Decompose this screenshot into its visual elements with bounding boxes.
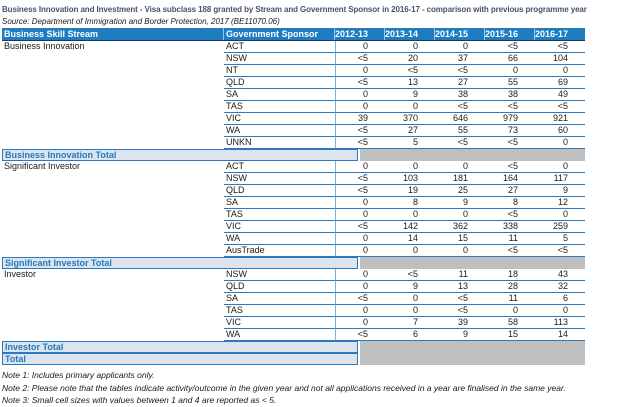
value-cell: 117 [535, 173, 585, 185]
sponsor-cell: SA [224, 89, 335, 101]
stream-cell: Business Innovation [4, 41, 85, 51]
note-line: Note 3: Small cell sizes with values between 1 and 4 are reported as < 5. [2, 395, 277, 405]
value-cell: 7 [385, 317, 435, 329]
table-row [2, 113, 585, 125]
sponsor-cell: NT [224, 65, 335, 77]
stream-cell [2, 197, 224, 209]
value-cell: 0 [535, 305, 585, 317]
value-cell: 49 [535, 89, 585, 101]
stream-cell [2, 173, 224, 185]
value-cell: 0 [385, 305, 435, 317]
table-row [2, 41, 585, 53]
value-cell: 646 [435, 113, 485, 125]
value-cell: 28 [485, 281, 535, 293]
stream-total-row [2, 149, 585, 161]
sponsor-cell: VIC [224, 221, 335, 233]
value-cell: 13 [435, 281, 485, 293]
value-cell: <5 [385, 65, 435, 77]
sponsor-cell: SA [224, 197, 335, 209]
sponsor-cell: NSW [224, 173, 335, 185]
value-cell: <5 [335, 293, 385, 305]
value-cell: <5 [335, 125, 385, 137]
value-cell: 0 [335, 197, 385, 209]
value-cell: 5 [385, 137, 435, 149]
table-row [2, 173, 585, 185]
note-line: Note 2: Please note that the tables indicate activity/outcome in the given year and not all applications received in a year are finalised in the same year. [2, 382, 566, 393]
value-cell: <5 [485, 137, 535, 149]
value-cell: 0 [485, 305, 535, 317]
value-cell: <5 [435, 305, 485, 317]
sponsor-cell: VIC [224, 317, 335, 329]
value-cell: 20 [385, 53, 435, 65]
value-cell: 0 [485, 65, 535, 77]
sponsor-cell: WA [224, 329, 335, 341]
value-cell: 13 [385, 77, 435, 89]
value-cell: 38 [435, 89, 485, 101]
stream-cell [2, 113, 224, 125]
sponsor-cell: WA [224, 125, 335, 137]
table-row [2, 125, 585, 137]
total-label: Business Innovation Total [2, 149, 358, 161]
sponsor-cell: UNKN [224, 137, 335, 149]
table-row [2, 305, 585, 317]
value-cell: 11 [485, 293, 535, 305]
sponsor-cell: TAS [224, 305, 335, 317]
value-cell: 0 [535, 65, 585, 77]
value-cell: 0 [385, 161, 435, 173]
table-row [2, 281, 585, 293]
value-cell: 9 [435, 197, 485, 209]
column-header-year: 2016-17 [535, 29, 569, 39]
value-cell: <5 [435, 65, 485, 77]
value-cell: 11 [485, 233, 535, 245]
stream-cell [2, 317, 224, 329]
value-cell: 43 [535, 269, 585, 281]
stream-cell [2, 65, 224, 77]
grand-total-row [2, 353, 585, 365]
value-cell: 73 [485, 125, 535, 137]
data-table [2, 28, 585, 365]
value-cell: 55 [485, 77, 535, 89]
table-row [2, 197, 585, 209]
value-cell: 0 [535, 161, 585, 173]
column-header-year: 2014-15 [435, 28, 485, 40]
suppressed-total-block [360, 149, 585, 161]
value-cell: 0 [385, 209, 435, 221]
value-cell: 9 [385, 281, 435, 293]
value-cell: 25 [435, 185, 485, 197]
value-cell: 0 [335, 89, 385, 101]
table-body [2, 41, 585, 365]
value-cell: <5 [335, 137, 385, 149]
notes-section [2, 369, 638, 407]
value-cell: 6 [385, 329, 435, 341]
stream-cell [2, 77, 224, 89]
value-cell: 39 [335, 113, 385, 125]
value-cell: 0 [335, 41, 385, 53]
stream-cell [2, 53, 224, 65]
stream-total-row [2, 257, 585, 269]
sponsor-cell: QLD [224, 185, 335, 197]
value-cell: 8 [485, 197, 535, 209]
value-cell: 69 [535, 77, 585, 89]
table-row [2, 185, 585, 197]
value-cell: 66 [485, 53, 535, 65]
sponsor-cell: WA [224, 233, 335, 245]
value-cell: 27 [485, 185, 535, 197]
table-row [2, 293, 585, 305]
value-cell: 60 [535, 125, 585, 137]
value-cell: 9 [535, 185, 585, 197]
value-cell: 0 [385, 245, 435, 257]
value-cell: 181 [435, 173, 485, 185]
value-cell: 0 [335, 161, 385, 173]
sponsor-cell: VIC [224, 113, 335, 125]
value-cell: 0 [335, 281, 385, 293]
value-cell: 0 [435, 209, 485, 221]
value-cell: 0 [335, 245, 385, 257]
value-cell: 0 [435, 161, 485, 173]
value-cell: 9 [385, 89, 435, 101]
value-cell: <5 [535, 245, 585, 257]
stream-cell [2, 293, 224, 305]
value-cell: 58 [485, 317, 535, 329]
value-cell: 0 [335, 269, 385, 281]
table-row [2, 329, 585, 341]
stream-cell [2, 101, 224, 113]
table-row [2, 245, 585, 257]
value-cell: 18 [485, 269, 535, 281]
value-cell: <5 [485, 209, 535, 221]
stream-cell [2, 209, 224, 221]
value-cell: <5 [385, 269, 435, 281]
value-cell: <5 [335, 77, 385, 89]
value-cell: <5 [535, 101, 585, 113]
stream-cell [2, 245, 224, 257]
value-cell: <5 [335, 185, 385, 197]
value-cell: 6 [535, 293, 585, 305]
column-header-year: 2013-14 [385, 28, 435, 40]
value-cell: 0 [535, 137, 585, 149]
table-row [2, 77, 585, 89]
sponsor-cell: QLD [224, 77, 335, 89]
value-cell: 142 [385, 221, 435, 233]
value-cell: <5 [485, 41, 535, 53]
table-row [2, 317, 585, 329]
value-cell: 0 [335, 209, 385, 221]
suppressed-total-block [360, 257, 585, 269]
suppressed-total-block [360, 341, 585, 353]
table-row [2, 233, 585, 245]
value-cell: <5 [485, 161, 535, 173]
value-cell: 27 [435, 77, 485, 89]
value-cell: 8 [385, 197, 435, 209]
value-cell: 0 [435, 245, 485, 257]
sponsor-cell: ACT [224, 161, 335, 173]
value-cell: 19 [385, 185, 435, 197]
value-cell: 32 [535, 281, 585, 293]
value-cell: <5 [535, 41, 585, 53]
sponsor-cell: AusTrade [224, 245, 335, 257]
value-cell: 0 [335, 317, 385, 329]
value-cell: 14 [535, 329, 585, 341]
sponsor-cell: NSW [224, 53, 335, 65]
value-cell: 113 [535, 317, 585, 329]
value-cell: 259 [535, 221, 585, 233]
sponsor-cell: SA [224, 293, 335, 305]
value-cell: <5 [335, 221, 385, 233]
stream-cell [2, 89, 224, 101]
stream-cell: Significant Investor [4, 161, 81, 171]
value-cell: 979 [485, 113, 535, 125]
value-cell: <5 [485, 101, 535, 113]
stream-cell [2, 137, 224, 149]
total-label: Investor Total [2, 341, 358, 353]
table-header-row [2, 28, 585, 41]
stream-cell [2, 329, 224, 341]
value-cell: 0 [335, 65, 385, 77]
value-cell: 0 [335, 101, 385, 113]
value-cell: <5 [335, 53, 385, 65]
table-row [2, 137, 585, 149]
value-cell: <5 [335, 329, 385, 341]
table-row [2, 269, 585, 281]
stream-total-row [2, 341, 585, 353]
suppressed-total-block [360, 353, 585, 365]
value-cell: 362 [435, 221, 485, 233]
value-cell: 38 [485, 89, 535, 101]
value-cell: 103 [385, 173, 435, 185]
stream-cell: Investor [4, 269, 37, 279]
stream-cell [2, 185, 224, 197]
table-row [2, 221, 585, 233]
stream-cell [2, 125, 224, 137]
value-cell: 11 [435, 269, 485, 281]
value-cell: 0 [335, 305, 385, 317]
table-row [2, 53, 585, 65]
value-cell: <5 [335, 173, 385, 185]
stream-cell [2, 221, 224, 233]
stream-cell [2, 233, 224, 245]
column-header-sponsor: Government Sponsor [224, 28, 335, 40]
value-cell: 14 [385, 233, 435, 245]
value-cell: 338 [485, 221, 535, 233]
value-cell: 5 [535, 233, 585, 245]
value-cell: 37 [435, 53, 485, 65]
table-row [2, 89, 585, 101]
value-cell: <5 [435, 137, 485, 149]
sponsor-cell: QLD [224, 281, 335, 293]
value-cell: 921 [535, 113, 585, 125]
value-cell: 0 [435, 41, 485, 53]
value-cell: <5 [485, 245, 535, 257]
column-header-year: 2015-16 [485, 28, 535, 40]
total-label: Significant Investor Total [2, 257, 358, 269]
report-title: Business Innovation and Investment - Visa subclass 188 granted by Stream and Government Sponsor in 2016-17 - comparison with previous programme year [2, 5, 587, 14]
value-cell: 55 [435, 125, 485, 137]
value-cell: 0 [385, 101, 435, 113]
sponsor-cell: TAS [224, 101, 335, 113]
report-source: Source: Department of Immigration and Border Protection, 2017 (BE11070.06) [2, 17, 280, 26]
total-label: Total [2, 353, 358, 365]
value-cell: 9 [435, 329, 485, 341]
value-cell: 39 [435, 317, 485, 329]
column-header-stream: Business Skill Stream [2, 28, 224, 40]
value-cell: 164 [485, 173, 535, 185]
table-row [2, 65, 585, 77]
value-cell: 0 [535, 209, 585, 221]
table-row [2, 209, 585, 221]
sponsor-cell: NSW [224, 269, 335, 281]
value-cell: 15 [485, 329, 535, 341]
value-cell: 15 [435, 233, 485, 245]
value-cell: 104 [535, 53, 585, 65]
column-header-year: 2012-13 [335, 28, 385, 40]
sponsor-cell: ACT [224, 41, 335, 53]
value-cell: <5 [435, 101, 485, 113]
table-row [2, 161, 585, 173]
stream-cell [2, 281, 224, 293]
value-cell: 0 [335, 233, 385, 245]
value-cell: 370 [385, 113, 435, 125]
sponsor-cell: TAS [224, 209, 335, 221]
value-cell: 0 [385, 41, 435, 53]
value-cell: <5 [435, 293, 485, 305]
stream-cell [2, 305, 224, 317]
table-row [2, 101, 585, 113]
value-cell: 0 [385, 293, 435, 305]
value-cell: 12 [535, 197, 585, 209]
value-cell: 27 [385, 125, 435, 137]
note-line: Note 1: Includes primary applicants only. [2, 370, 155, 380]
